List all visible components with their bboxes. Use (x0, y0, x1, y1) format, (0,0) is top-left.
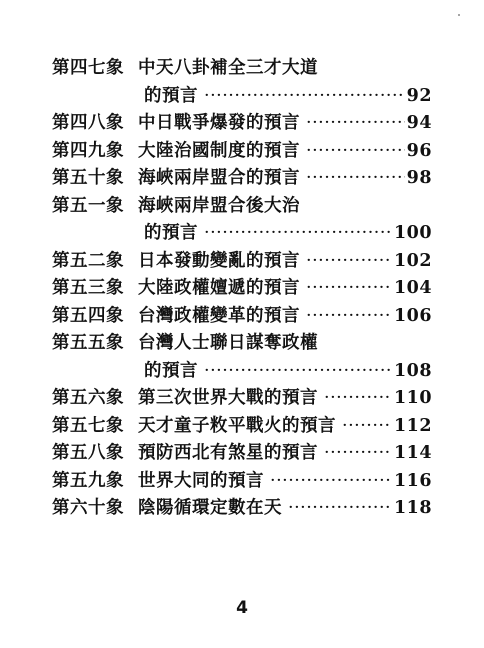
chapter-number: 第五九象 (52, 470, 124, 491)
chapter-title-continued: 的預言 (144, 85, 198, 106)
toc-entry-line (52, 413, 432, 441)
chapter-number: 第六十象 (52, 498, 124, 518)
toc-entry (52, 138, 432, 166)
chapter-page-number: 94 (406, 113, 432, 133)
scan-speck (458, 14, 460, 16)
chapter-page-number: 96 (406, 140, 432, 161)
toc-entry (52, 330, 432, 385)
dot-leader (306, 110, 405, 138)
toc-entry-line (52, 248, 432, 276)
toc-entry-line (52, 440, 432, 468)
toc-entry-line (52, 220, 432, 248)
chapter-page-number: 100 (393, 223, 432, 243)
chapter-title: 陰陽循環定數在天 (138, 498, 282, 518)
page-number: 4 (236, 598, 248, 618)
chapter-page-number: 98 (406, 168, 432, 188)
dot-leader (204, 358, 392, 386)
chapter-title: 中天八卦補全三才大道 (138, 58, 318, 78)
toc-entry (52, 303, 432, 331)
chapter-page-number: 106 (393, 305, 432, 326)
toc-entry (52, 193, 432, 248)
dot-leader (288, 495, 392, 523)
toc-entry-line (52, 495, 432, 523)
chapter-title: 天才童子敉平戰火的預言 (138, 415, 336, 436)
dot-leader (306, 138, 405, 166)
chapter-title: 中日戰爭爆發的預言 (138, 113, 300, 133)
toc-entry (52, 495, 432, 523)
toc-entry-line (52, 385, 432, 413)
chapter-page-number: 104 (393, 278, 432, 298)
dot-leader (306, 275, 392, 303)
toc-entry-line (52, 358, 432, 386)
dot-leader (324, 440, 392, 468)
table-of-contents (52, 55, 432, 523)
chapter-page-number: 116 (393, 470, 432, 491)
chapter-number: 第五二象 (52, 250, 124, 271)
dot-leader (204, 220, 392, 248)
chapter-number: 第五一象 (52, 195, 124, 216)
chapter-title: 海峽兩岸盟合後大治 (138, 195, 300, 216)
chapter-page-number: 92 (406, 85, 432, 106)
chapter-title: 世界大同的預言 (138, 470, 264, 491)
chapter-page-number: 118 (393, 498, 432, 518)
dot-leader (324, 385, 392, 413)
toc-entry-line (52, 55, 432, 83)
chapter-number: 第五五象 (52, 333, 124, 353)
chapter-number: 第五八象 (52, 443, 124, 463)
toc-entry (52, 385, 432, 413)
toc-entry (52, 275, 432, 303)
toc-entry-line (52, 303, 432, 331)
toc-entry (52, 165, 432, 193)
chapter-page-number: 114 (393, 443, 432, 463)
toc-entry (52, 55, 432, 110)
chapter-number: 第四八象 (52, 113, 124, 133)
chapter-page-number: 112 (393, 415, 432, 436)
toc-entry (52, 110, 432, 138)
toc-entry-line (52, 83, 432, 111)
dot-leader (270, 468, 392, 496)
chapter-title-continued: 的預言 (144, 360, 198, 381)
toc-entry-line (52, 165, 432, 193)
chapter-title: 台灣人士聯日謀奪政權 (138, 333, 318, 353)
toc-entry (52, 413, 432, 441)
chapter-number: 第五四象 (52, 305, 124, 326)
chapter-number: 第五十象 (52, 168, 124, 188)
dot-leader (342, 413, 392, 441)
toc-entry-line (52, 110, 432, 138)
toc-entry (52, 468, 432, 496)
dot-leader (306, 248, 392, 276)
chapter-number: 第五六象 (52, 388, 124, 408)
toc-entry-line (52, 275, 432, 303)
chapter-page-number: 108 (393, 360, 432, 381)
toc-entry-line (52, 468, 432, 496)
chapter-title: 預防西北有煞星的預言 (138, 443, 318, 463)
chapter-title: 大陸治國制度的預言 (138, 140, 300, 161)
chapter-number: 第五七象 (52, 415, 124, 436)
chapter-title: 海峽兩岸盟合的預言 (138, 168, 300, 188)
chapter-title: 大陸政權嬗遞的預言 (138, 278, 300, 298)
dot-leader (306, 303, 392, 331)
toc-entry (52, 248, 432, 276)
dot-leader (204, 83, 405, 111)
chapter-title: 日本發動變亂的預言 (138, 250, 300, 271)
chapter-title-continued: 的預言 (144, 223, 198, 243)
chapter-number: 第五三象 (52, 278, 124, 298)
chapter-number: 第四七象 (52, 58, 124, 78)
chapter-number: 第四九象 (52, 140, 124, 161)
chapter-page-number: 102 (393, 250, 432, 271)
chapter-title: 台灣政權變革的預言 (138, 305, 300, 326)
dot-leader (306, 165, 405, 193)
toc-entry-line (52, 138, 432, 166)
chapter-page-number: 110 (393, 388, 432, 408)
toc-entry (52, 440, 432, 468)
chapter-title: 第三次世界大戰的預言 (138, 388, 318, 408)
toc-entry-line (52, 330, 432, 358)
toc-entry-line (52, 193, 432, 221)
